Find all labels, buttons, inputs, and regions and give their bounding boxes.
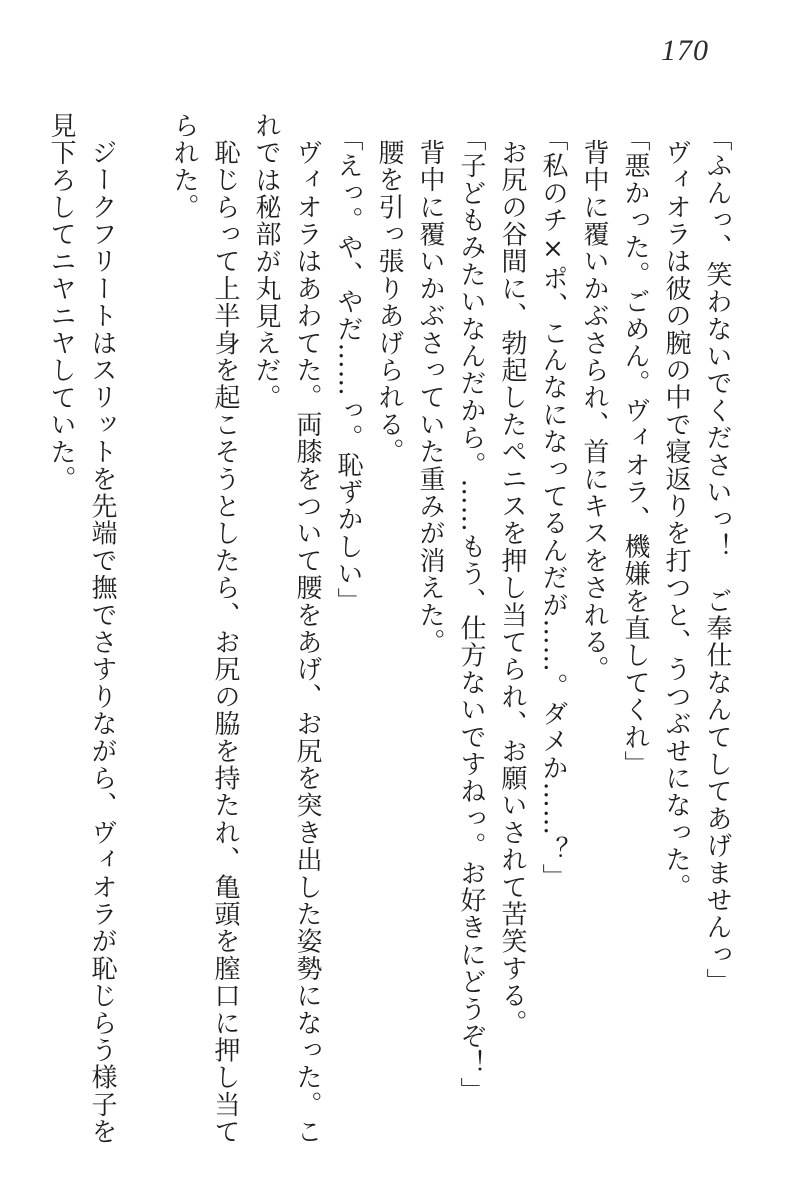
text-paragraph: お尻の谷間に、勃起したペニスを押し当てられ、お願いされて苦笑する。 — [497, 139, 527, 1037]
text-block — [40, 112, 737, 1150]
text-paragraph: 「子どもみたいなんだから。……もう、仕方ないですねっ。お好きにどうぞ！」 — [456, 125, 486, 1105]
text-paragraph: 「ふんっ、笑わないでくださいっ！ ご奉仕なんてしてあげませんっ」 — [702, 125, 732, 996]
text-paragraph: 背中に覆いかぶさられ、首にキスをされる。 — [579, 139, 609, 683]
text-paragraph: ヴィオラはあわてた。両膝をついて腰をあげ、お尻を突き出した姿勢になった。これでは秘部が丸見えだ。 — [251, 112, 322, 1146]
text-paragraph: ヴィオラは彼の腕の中で寝返りを打つと、うつぶせになった。 — [661, 139, 691, 901]
text-paragraph: 「えっ。や、やだ……っ。恥ずかしい」 — [333, 125, 363, 615]
text-paragraph: ジークフリートはスリットを先端で撫でさすりながら、ヴィオラが恥じらう様子を見下ろしてニヤニヤしていた。 — [46, 112, 117, 1146]
text-paragraph: 背中に覆いかぶさっていた重みが消えた。 — [415, 139, 445, 656]
page-number: 170 — [661, 34, 709, 67]
text-paragraph: 恥じらって上半身を起こそうとしたら、お尻の脇を持たれ、亀頭を膣口に押し当てられた。 — [169, 112, 240, 1146]
blank-line — [122, 112, 163, 1150]
text-paragraph: 「悪かった。ごめん。ヴィオラ、機嫌を直してくれ」 — [620, 125, 650, 778]
text-paragraph: 腰を引っ張りあげられる。 — [374, 139, 404, 466]
text-paragraph: 「私のチ×ポ、こんなになってるんだが……。ダメか……？」 — [538, 125, 568, 891]
